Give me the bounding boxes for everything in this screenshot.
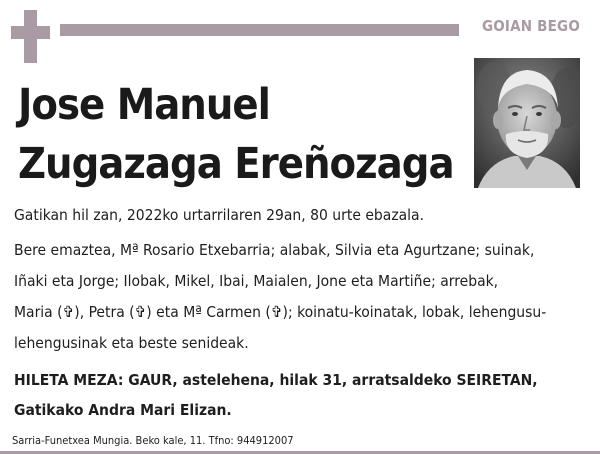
family-line-4: lehengusinak eta beste senideak. bbox=[14, 334, 249, 352]
deceased-first-name: Jose Manuel bbox=[18, 80, 270, 130]
family-line-2: Iñaki eta Jorge; Ilobak, Mikel, Ibai, Maialen, Jone eta Martiñe; arrebak, bbox=[14, 272, 499, 290]
cross-icon bbox=[11, 10, 50, 63]
deceased-photo bbox=[474, 58, 580, 188]
deceased-surnames: Zugazaga Ereñozaga bbox=[18, 139, 454, 189]
header-divider bbox=[60, 24, 459, 36]
funeral-home-info: Sarria-Funetxea Mungia. Beko kale, 11. Tfno: 944912007 bbox=[12, 434, 294, 447]
funeral-mass-line-2: Gatikako Andra Mari Elizan. bbox=[14, 401, 232, 419]
funeral-mass-line-1: HILETA MEZA: GAUR, astelehena, hilak 31, arratsaldeko SEIRETAN, bbox=[14, 371, 538, 389]
family-line-3: Maria (✞), Petra (✞) eta Mª Carmen (✞); koinatu-koinatak, lobak, lehengusu- bbox=[14, 303, 547, 321]
death-announcement: Gatikan hil zan, 2022ko urtarrilaren 29an, 80 urte ebazala. bbox=[14, 206, 425, 224]
family-line-1: Bere emaztea, Mª Rosario Etxebarria; alabak, Silvia eta Agurtzane; suinak, bbox=[14, 241, 535, 259]
place-label: GOIAN BEGO bbox=[481, 17, 580, 35]
